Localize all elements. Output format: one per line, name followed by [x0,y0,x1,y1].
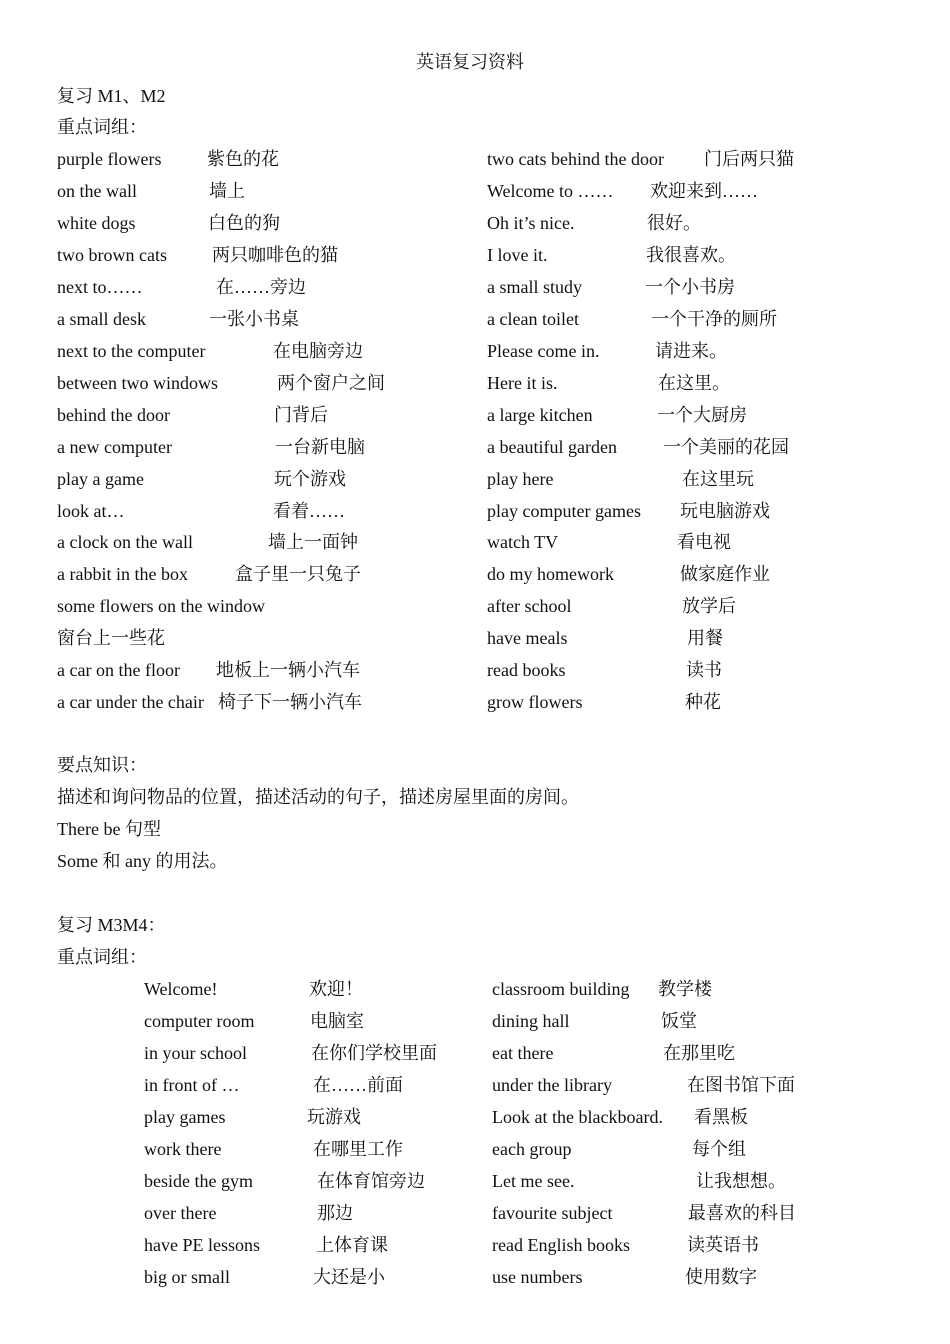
phrase-en: over there [144,1203,217,1223]
phrase-en: Look at the blackboard. [492,1107,663,1127]
phrase-zh: 一个干净的厕所 [651,309,777,329]
phrase-en: play here [487,469,554,489]
phrase-en: in your school [144,1043,247,1063]
phrase-zh: 每个组 [692,1139,746,1159]
phrase-en: have PE lessons [144,1235,260,1255]
phrase-en: I love it. [487,245,548,265]
phrase-en: each group [492,1139,572,1159]
phrase-en: in front of … [144,1075,240,1095]
phrase-zh: 两个窗户之间 [277,373,385,393]
phrase-zh: 欢迎！ [309,979,363,999]
phrase-zh: 让我想想。 [696,1171,786,1191]
phrase-en: after school [487,596,572,616]
phrase-en: Welcome to …… [487,181,614,201]
phrase-en: read books [487,660,566,680]
phrase-zh: 饭堂 [661,1011,697,1031]
phrase-zh: 在哪里工作 [313,1139,403,1159]
phrase-zh: 我很喜欢。 [646,245,736,265]
phrase-zh: 上体育课 [316,1235,388,1255]
phrase-zh: 紫色的花 [207,149,279,169]
phrase-zh: 看黑板 [694,1107,748,1127]
phrase-en: play computer games [487,501,641,521]
phrase-zh: 读英语书 [687,1235,759,1255]
key-point: 描述和询问物品的位置，描述活动的句子，描述房屋里面的房间。 [57,787,579,807]
phrase-zh: 门后两只猫 [704,149,794,169]
phrase-en: Let me see. [492,1171,575,1191]
phrase-zh: 放学后 [682,596,736,616]
phrase-en: a large kitchen [487,405,593,425]
phrase-en: a small study [487,277,582,297]
phrase-en: read English books [492,1235,630,1255]
phrase-zh: 一台新电脑 [275,437,365,457]
phrase-zh: 玩个游戏 [274,469,346,489]
phrase-zh: 在这里。 [658,373,730,393]
phrase-en: do my homework [487,564,614,584]
phrase-zh: 一个大厨房 [657,405,747,425]
phrase-en: computer room [144,1011,255,1031]
phrase-en: a small desk [57,309,146,329]
phrase-en: Welcome! [144,979,218,999]
phrase-zh: 做家庭作业 [680,564,770,584]
phrase-zh: 在那里吃 [663,1043,735,1063]
phrase-en: a new computer [57,437,172,457]
phrase-en: favourite subject [492,1203,613,1223]
phrase-en: look at… [57,501,125,521]
phrase-zh: 在图书馆下面 [687,1075,795,1095]
phrase-en: on the wall [57,181,137,201]
phrase-zh: 在你们学校里面 [311,1043,437,1063]
phrase-zh: 两只咖啡色的猫 [212,245,338,265]
phrase-en: dining hall [492,1011,570,1031]
phrase-en: two brown cats [57,245,167,265]
phrase-en: a clean toilet [487,309,579,329]
phrase-zh: 椅子下一辆小汽车 [218,692,362,712]
phrase-en: white dogs [57,213,136,233]
key-points-label: 要点知识： [57,755,147,775]
phrase-en: eat there [492,1043,554,1063]
phrase-zh: 在这里玩 [682,469,754,489]
phrase-zh: 一个美丽的花园 [663,437,789,457]
phrase-en: two cats behind the door [487,149,664,169]
phrase-zh: 最喜欢的科目 [688,1203,796,1223]
phrase-zh: 玩游戏 [307,1107,361,1127]
phrase-en: behind the door [57,405,170,425]
phrase-zh: 使用数字 [685,1267,757,1287]
phrase-en: under the library [492,1075,612,1095]
phrase-en: a car under the chair [57,692,204,712]
phrase-en: a car on the floor [57,660,180,680]
phrase-zh: 在……前面 [313,1075,403,1095]
phrase-en: a rabbit in the box [57,564,188,584]
phrase-zh: 一张小书桌 [209,309,299,329]
section1-heading: 复习 M1、M2 [57,86,166,106]
phrase-en: play games [144,1107,226,1127]
phrase-en: a clock on the wall [57,532,193,552]
phrase-en: between two windows [57,373,218,393]
phrase-en: watch TV [487,532,559,552]
phrase-zh: 在……旁边 [216,277,306,297]
phrase-zh: 一个小书房 [645,277,735,297]
phrase-en: Here it is. [487,373,558,393]
phrase-en: classroom building [492,979,630,999]
phrase-en: next to…… [57,277,143,297]
phrase-zh: 欢迎来到…… [650,181,758,201]
phrase-zh: 窗台上一些花 [57,628,165,648]
phrase-zh: 请进来。 [655,341,727,361]
phrase-zh: 墙上一面钟 [268,532,358,552]
phrase-zh: 墙上 [209,181,245,201]
phrase-zh: 白色的狗 [208,213,280,233]
phrase-zh: 用餐 [687,628,723,648]
phrase-en: beside the gym [144,1171,253,1191]
phrase-zh: 种花 [685,692,721,712]
phrase-en: work there [144,1139,222,1159]
section1-phrases-label: 重点词组： [57,117,147,137]
phrase-zh: 看着…… [273,501,345,521]
page-title: 英语复习资料 [416,52,524,72]
phrase-zh: 在体育馆旁边 [317,1171,425,1191]
phrase-zh: 看电视 [677,532,731,552]
phrase-en: use numbers [492,1267,583,1287]
section2-heading: 复习 M3M4： [57,915,166,935]
phrase-en: purple flowers [57,149,162,169]
section2-phrases-label: 重点词组： [57,947,147,967]
phrase-zh: 教学楼 [658,979,712,999]
key-point: There be 句型 [57,819,161,839]
phrase-en: some flowers on the window [57,596,265,616]
phrase-en: a beautiful garden [487,437,617,457]
phrase-zh: 盒子里一只兔子 [235,564,361,584]
phrase-zh: 门背后 [274,405,328,425]
phrase-zh: 电脑室 [310,1011,364,1031]
phrase-zh: 读书 [686,660,722,680]
phrase-en: have meals [487,628,568,648]
phrase-en: next to the computer [57,341,206,361]
phrase-zh: 那边 [317,1203,353,1223]
phrase-en: big or small [144,1267,230,1287]
phrase-en: grow flowers [487,692,583,712]
phrase-zh: 地板上一辆小汽车 [216,660,360,680]
phrase-en: Oh it’s nice. [487,213,575,233]
phrase-en: play a game [57,469,144,489]
phrase-zh: 大还是小 [313,1267,385,1287]
phrase-zh: 玩电脑游戏 [680,501,770,521]
phrase-zh: 在电脑旁边 [273,341,363,361]
phrase-zh: 很好。 [647,213,701,233]
phrase-en: Please come in. [487,341,600,361]
key-point: Some 和 any 的用法。 [57,851,228,871]
